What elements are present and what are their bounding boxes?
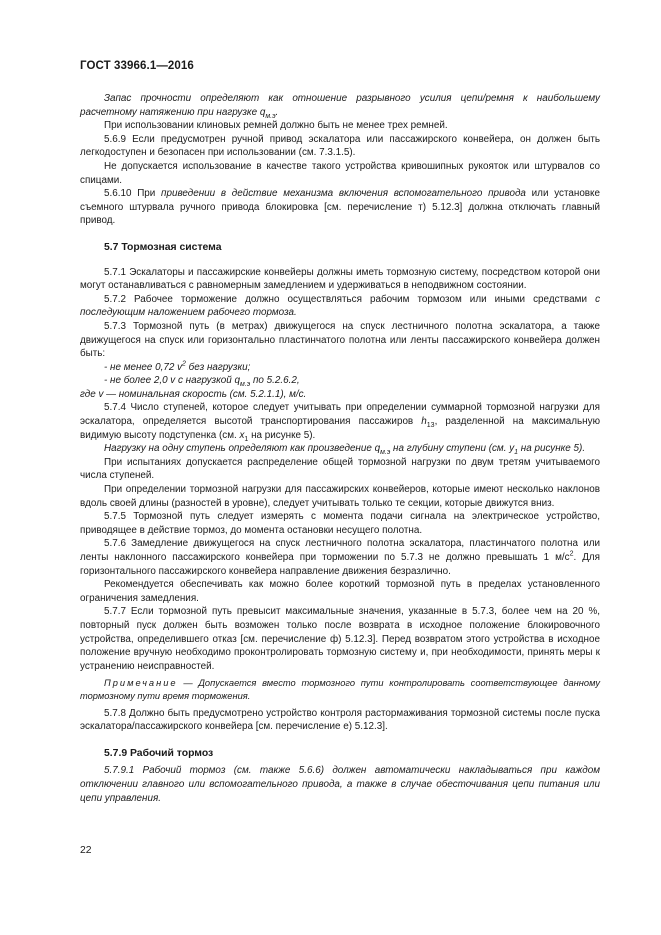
paragraph-5-7-7: 5.7.7 Если тормозной путь превысит максимальные значения, указанные в 5.7.3, более чем на 20 %, повторный пуск должен быть возможен только после возврата в исходное положение блокировочного устройства, определившего отказ [см. перечисление ф) 5.12.3]. Перед возвратом этого устройства в исходное положение вручную необходимо проконтролировать тормозную систему и, при необходимости, принять меры к устранению неисправностей.	[80, 606, 600, 672]
note-label: Примечание	[104, 678, 178, 689]
paragraph-safety-factor: Запас прочности определяют как отношение разрывного усилия цепи/ремня к наибольшему расчетному натяжению при нагрузке $q_{м.э}$.	[80, 93, 600, 120]
paragraph-5-7-8: 5.7.8 Должно быть предусмотрено устройство контроля растормаживания тормозной системы после пуска эскалатора/пассажирского конвейера [см. перечисление е) 5.12.3].	[80, 707, 600, 733]
formula-line-min: - не менее 0,72 $v^2$ без нагрузки;	[104, 360, 251, 373]
paragraph-5-7-5: 5.7.5 Тормозной путь следует измерять с момента подачи сигнала на электрическое устройство, приводящее в действие тормоз, до момента остановки несущего полотна.	[80, 511, 600, 536]
paragraph-test-distribution: При испытаниях допускается распределение общей тормозной нагрузки по двум третям учитываемого числа ступеней.	[80, 456, 600, 482]
page-number: 22	[80, 845, 92, 856]
formula-where-line: где v — номинальная скорость (см. 5.2.1.1), м/с.	[80, 388, 307, 400]
paragraph-crank-handles: Не допускается использование в качестве такого устройства кривошипных рукояток или штурвалов со спицами.	[80, 160, 600, 186]
note: Примечание — Допускается вместо тормозного пути контролировать соответствующее данному тормозному пути время торможения.	[80, 678, 600, 701]
paragraph-v-belts: При использовании клиновых ремней должно быть не менее трех ремней.	[104, 120, 448, 132]
paragraph-5-7-9-1: 5.7.9.1 Рабочий тормоз (см. также 5.6.6) должен автоматически накладываться при каждом отключении главного или вспомогательного привода, а также в случае обесточивания цепи питания или цепи управления.	[80, 765, 600, 804]
paragraph-5-7-1: 5.7.1 Эскалаторы и пассажирские конвейеры должны иметь тормозную систему, посредством которой они могут останавливаться с равномерным замедлением и удерживаться в неподвижном состоянии.	[80, 266, 600, 292]
paragraph-5-7-3: 5.7.3 Тормозной путь (в метрах) движущегося на спуск лестничного полотна эскалатора, а также движущегося на спуск или горизонтально пластинчатого полотна или ленты пассажирского конвейера должен быть:	[80, 320, 600, 360]
paragraph-5-7-2: 5.7.2 Рабочее торможение должно осуществляться рабочим тормозом или иными средствами с последующим наложением рабочего тормоза.	[80, 293, 600, 319]
paragraph-5-7-4: 5.7.4 Число ступеней, которое следует учитывать при определении суммарной тормозной нагрузки для эскалатора, определяется высотой транспортирования пассажиров $h_{13}$, разделенной на максимальную видимую высоту подступенка (см. $x_1$ на рисунке 5).	[80, 402, 600, 443]
paragraph-recommendation: Рекомендуется обеспечивать как можно более короткий тормозной путь в пределах установленного ограничения замедления.	[80, 579, 600, 604]
paragraph-5-6-10: 5.6.10 При приведении в действие механизма включения вспомогательного привода или установке съемного штурвала ручного привода блокировка [см. перечисление т) 5.12.3] должна отключать главный привод.	[80, 188, 600, 227]
document-code-header: ГОСТ 33966.1—2016	[80, 60, 194, 72]
paragraph-5-6-9: 5.6.9 Если предусмотрен ручной привод эскалатора или пассажирского конвейера, он должен быть легкодоступен и безопасен при использовании (см. 7.3.1.5).	[80, 133, 600, 159]
paragraph-conveyor-inclines: При определении тормозной нагрузки для пассажирских конвейеров, которые имеют несколько наклонов вдоль своей длины (разностей в уровне), следует учитывать только те секции, которые движутся вниз.	[80, 484, 600, 509]
section-heading-5-7: 5.7 Тормозная система	[104, 241, 222, 253]
section-heading-5-7-9: 5.7.9 Рабочий тормоз	[104, 747, 214, 759]
paragraph-5-7-6: 5.7.6 Замедление движущегося на спуск лестничного полотна эскалатора, пластинчатого полотна или ленты наклонного пассажирского конвейера при торможении по 5.7.3 не должно превышать 1 $м/с^2$. Для горизонтального пассажирского конвейера направление движения безразлично.	[80, 538, 600, 577]
document-body	[80, 92, 600, 805]
formula-line-max: - не более 2,0 v с нагрузкой $q_{м.э}$ по 5.2.6.2,	[104, 375, 300, 389]
paragraph-step-load: Нагрузку на одну ступень определяют как произведение $q_{м.э}$ на глубину ступени (см. $y_1$ на рисунке 5).	[104, 443, 586, 457]
